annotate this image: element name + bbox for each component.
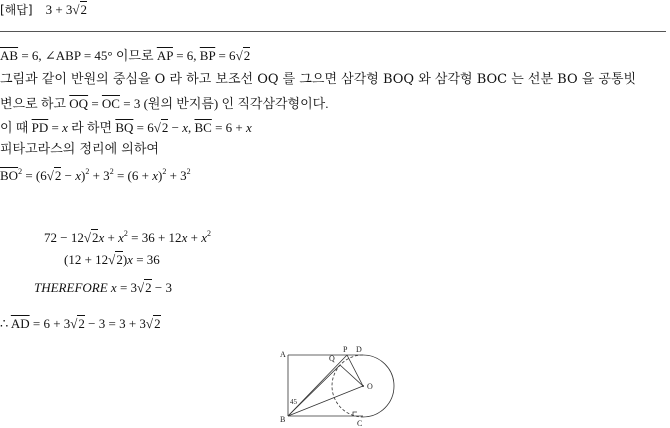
line-10: ∴ $\overline{AD} = 6 + 3√2 - 3 = 3 + 3√2$ <box>0 316 161 331</box>
segment-BO <box>288 386 363 416</box>
line-8: (12 + 12√2)x = 36 <box>64 252 160 267</box>
line-3: 변으로 하고 $\overline{OQ} = \overline{OC} = 3$ (원의 반지름) 인 직각삼각형이다. <box>0 96 329 111</box>
label-O: O <box>367 382 373 391</box>
line-7: $72 - 12√2x + x^2 = 36 + 12x + x^2$ <box>44 229 211 245</box>
line-9: THEREFORE x = 3√2 − 3 <box>34 280 173 295</box>
label-Q: Q <box>329 354 335 363</box>
segment-BQ <box>288 365 340 416</box>
geometry-figure <box>279 346 399 426</box>
label-B: B <box>280 415 286 424</box>
answer-value: 3 + 3√2 <box>45 2 88 17</box>
answer-tag: [해답] <box>0 3 33 17</box>
label-P: P <box>343 346 348 354</box>
line-5: 피타고라스의 정리에 의하여 <box>0 142 159 157</box>
answer-header <box>0 2 87 18</box>
line-1: $\overline{AB} = 6$, ∠ABP = 45° 이므로 $\overline{AP} = 6$, $\overline{BP} = 6√2$ <box>0 48 251 63</box>
line-2: 그림과 같이 반원의 중심을 O 라 하고 보조선 OQ 를 그으면 삼각형 BOQ 와 삼각형 BOC 는 선분 BO 을 공통빗 <box>0 72 637 87</box>
label-D: D <box>356 346 362 354</box>
header-divider <box>0 31 666 32</box>
segment-OQ <box>340 365 363 386</box>
line-6: $\overline{BO}^2 = (6√2 - x)^2 + 3^2 = (6 + x)^2 + 3^2$ <box>0 167 191 183</box>
point-O <box>362 385 364 387</box>
semicircle-left <box>332 355 363 417</box>
line-4: 이 때 $\overline{PD} = x$ 라 하면 $\overline{BQ} = 6√2 - x$, $\overline{BC} = 6 + x$ <box>0 120 252 135</box>
segment-OP <box>347 355 363 386</box>
label-A: A <box>280 350 286 359</box>
label-C: C <box>357 419 363 426</box>
label-angle-45: 45 <box>290 398 297 406</box>
